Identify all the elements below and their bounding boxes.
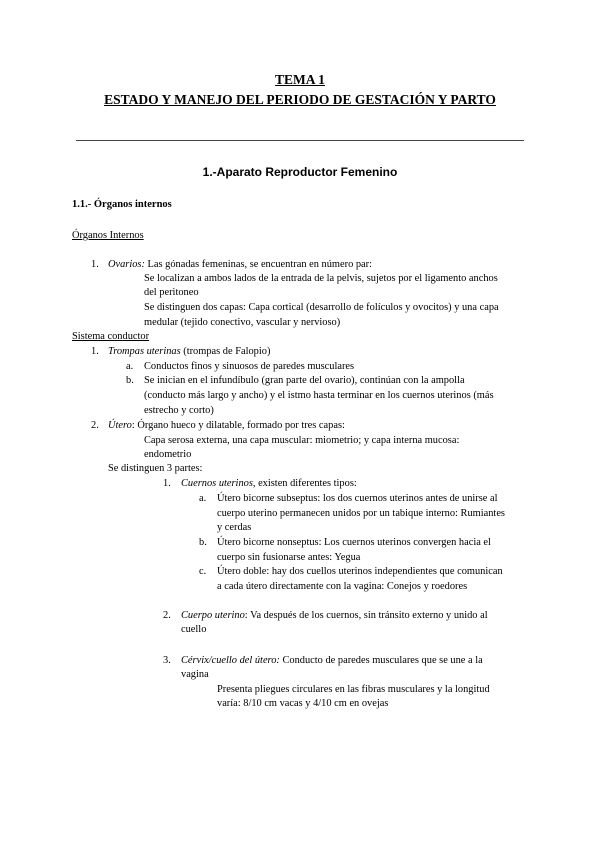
cuernos-b-line: Útero bicorne nonseptus: Los cuernos uterinos convergen hacia el [217, 537, 491, 548]
trompas-a: Conductos finos y sinuosos de paredes musculares [144, 361, 355, 372]
ovarios-line: Se distinguen dos capas: Capa cortical (desarrollo de folículos y ovocitos) y una capa [144, 302, 499, 313]
list-num: 1. [91, 259, 99, 270]
cervix-detail: Presenta pliegues circulares en las fibras musculares y la longitud [217, 684, 490, 695]
cuernos-a-line: Útero bicorne subseptus: los dos cuernos uterinos antes de unirse al [217, 493, 498, 504]
cervix-line: vagina [181, 669, 209, 680]
trompas-term: Trompas uterinas [108, 346, 181, 357]
cuerpo-item [181, 608, 488, 623]
sistema-heading: Sistema conductor [72, 331, 150, 342]
trompas-b-line: (conducto más largo y ancho) y el istmo hasta terminar en los cuernos uterinos (más [144, 390, 494, 401]
list-num: 2. [91, 420, 99, 431]
ovarios-item [108, 257, 372, 272]
trompas-text: (trompas de Falopio) [180, 346, 271, 357]
subsection-heading: 1.1.- Órganos internos [72, 199, 172, 210]
list-letter: b. [126, 375, 134, 386]
list-letter: c. [199, 566, 207, 577]
divider [76, 140, 524, 141]
cervix-item [181, 653, 483, 668]
utero-term: Útero [108, 420, 132, 431]
ovarios-line: Se localizan a ambos lados de la entrada de la pelvis, sujetos por el ligamento anchos [144, 273, 498, 284]
cuernos-a-line: y cerdas [217, 522, 252, 533]
cuerpo-line: cuello [181, 624, 207, 635]
list-num: 3. [163, 655, 171, 666]
trompas-b-line: Se inician en el infundíbulo (gran parte del ovario), continúan con la ampolla [144, 375, 465, 386]
trompas-b-line: estrecho y corto) [144, 405, 214, 416]
ovarios-text: Las gónadas femeninas, se encuentran en número par: [144, 259, 373, 270]
organos-heading: Órganos Internos [72, 230, 144, 241]
trompas-item [108, 344, 270, 359]
cuernos-item [181, 476, 357, 491]
utero-partes: Se distinguen 3 partes: [108, 463, 203, 474]
utero-item [108, 418, 345, 433]
list-num: 2. [163, 610, 171, 621]
cuernos-term: Cuernos uterinos [181, 478, 253, 489]
list-letter: a. [199, 493, 207, 504]
list-num: 1. [91, 346, 99, 357]
ovarios-line: del peritoneo [144, 287, 199, 298]
ovarios-term: Ovarios: [108, 259, 145, 270]
cuernos-c-line: Útero doble: hay dos cuellos uterinos independientes que comunican [217, 566, 503, 577]
utero-line: Capa serosa externa, una capa muscular: miometrio; y capa interna mucosa: [144, 435, 460, 446]
list-num: 1. [163, 478, 171, 489]
utero-line: endometrio [144, 449, 192, 460]
utero-text: : Órgano hueco y dilatable, formado por tres capas: [131, 420, 345, 431]
cervix-text: Conducto de paredes musculares que se une a la [279, 655, 483, 666]
section-heading: 1.-Aparato Reproductor Femenino [202, 165, 398, 179]
cuernos-b-line: cuerpo sin fusionarse antes: Yegua [217, 552, 361, 563]
cuernos-text: , existen diferentes tipos: [252, 478, 357, 489]
list-letter: a. [126, 361, 134, 372]
cervix-term: Cérvix/cuello del útero: [181, 655, 280, 666]
title-main: ESTADO Y MANEJO DEL PERIODO DE GESTACIÓN Y PARTO [104, 92, 496, 107]
list-letter: b. [199, 537, 207, 548]
title-tema: TEMA 1 [275, 72, 325, 87]
cuernos-c-line: a cada útero directamente con la vagina: Conejos y roedores [217, 581, 468, 592]
cervix-detail: varía: 8/10 cm vacas y 4/10 cm en ovejas [217, 698, 389, 709]
cuernos-a-line: cuerpo uterino permanecen unidos por un tabique interno: Rumiantes [217, 508, 505, 519]
cuerpo-term: Cuerpo uterino [181, 610, 245, 621]
cuerpo-text: : Va después de los cuernos, sin tránsito externo y unido al [244, 610, 488, 621]
ovarios-line: medular (tejido conectivo, vascular y nervioso) [144, 317, 341, 328]
